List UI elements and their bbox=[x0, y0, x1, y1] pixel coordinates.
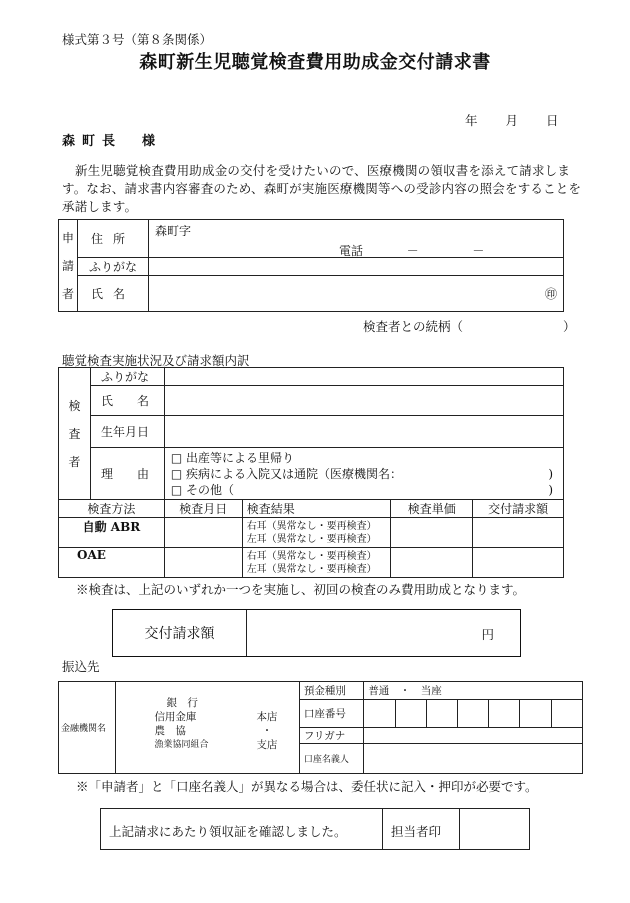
total-amount-field[interactable] bbox=[247, 610, 520, 656]
phone-separator: － bbox=[406, 244, 419, 258]
exam-furigana-label: ふりがな bbox=[90, 368, 164, 386]
table-row bbox=[59, 518, 564, 548]
unit-price-field[interactable] bbox=[391, 518, 473, 548]
total-amount-label: 交付請求額 bbox=[113, 610, 247, 656]
exam-name-label: 氏 名 bbox=[90, 386, 164, 416]
kana-label: フリガナ bbox=[299, 728, 363, 744]
exam-note: ※検査は、上記のいずれか一つを実施し、初回の検査のみ費用助成となります。 bbox=[76, 582, 526, 597]
result-left-ear: 左耳（異常なし・要再検査） bbox=[246, 533, 377, 545]
account-digit[interactable] bbox=[364, 700, 395, 728]
divider bbox=[459, 809, 460, 849]
account-number-label: 口座番号 bbox=[299, 700, 363, 728]
branch-sub: 支店 bbox=[256, 739, 278, 751]
branch-type-list bbox=[256, 710, 277, 752]
account-digit[interactable] bbox=[426, 700, 457, 728]
receipt-confirm-text: 上記請求にあたり領収証を確認しました。 bbox=[109, 824, 347, 839]
exam-section-heading: 聴覚検査実施状況及び請求額内訳 bbox=[62, 353, 250, 368]
bank-type-nokyo: 農 協 bbox=[154, 725, 186, 737]
holder-kana-field[interactable] bbox=[364, 728, 583, 744]
account-digit[interactable] bbox=[458, 700, 489, 728]
result-left-ear: 左耳（異常なし・要再検査） bbox=[246, 563, 377, 575]
staff-seal-field[interactable] bbox=[461, 809, 529, 849]
branch-main: 本店 bbox=[256, 711, 278, 723]
deposit-type-value[interactable]: 普通 ・ 当座 bbox=[364, 682, 583, 700]
form-number: 様式第３号（第８条関係） bbox=[62, 32, 213, 47]
reason-options bbox=[164, 448, 563, 500]
receipt-confirm-box bbox=[100, 808, 530, 850]
exam-date-field[interactable] bbox=[164, 518, 242, 548]
bank-type-gyokyo: 漁業協同組合 bbox=[154, 740, 209, 750]
deposit-type-label: 預金種別 bbox=[299, 682, 363, 700]
birth-date-field[interactable] bbox=[164, 416, 563, 448]
divider bbox=[382, 809, 383, 849]
staff-seal-label: 担当者印 bbox=[391, 824, 442, 839]
bank-type-bank: 銀 行 bbox=[166, 697, 198, 709]
bank-type-shinkin: 信用金庫 bbox=[154, 711, 197, 723]
date-month-label: 月 bbox=[505, 113, 519, 128]
exam-result-field[interactable] bbox=[242, 548, 391, 578]
amount-field[interactable] bbox=[473, 548, 564, 578]
account-digit[interactable] bbox=[395, 700, 426, 728]
holder-name-field[interactable] bbox=[364, 744, 583, 774]
addressee: 森町長 様 bbox=[62, 134, 163, 149]
name-label: 氏名 bbox=[78, 276, 149, 312]
holder-note: ※「申請者」と「口座名義人」が異なる場合は、委任状に記入・押印が必要です。 bbox=[76, 779, 538, 794]
account-digit[interactable] bbox=[489, 700, 520, 728]
institution-label: 金融機関名 bbox=[59, 682, 116, 774]
reason-option-illness[interactable]: □ 疾病による入院又は通院（医療機関名： bbox=[170, 466, 403, 481]
result-right-ear: 右耳（異常なし・要再検査） bbox=[246, 520, 377, 532]
reason-label: 理 由 bbox=[90, 448, 164, 500]
col-header-result: 検査結果 bbox=[242, 500, 391, 518]
col-header-date: 検査月日 bbox=[164, 500, 242, 518]
branch-separator: ・ bbox=[261, 725, 273, 737]
account-digit[interactable] bbox=[551, 700, 582, 728]
applicant-side-label: 申 請 者 bbox=[59, 220, 78, 312]
applicant-name-field[interactable] bbox=[149, 276, 564, 312]
paren-close: ) bbox=[548, 467, 553, 481]
date-line bbox=[465, 111, 559, 129]
yen-unit: 円 bbox=[481, 627, 494, 642]
total-amount-box bbox=[112, 609, 521, 657]
applicant-furigana-field[interactable] bbox=[149, 258, 564, 276]
phone-field[interactable] bbox=[339, 242, 484, 259]
furigana-label: ふりがな bbox=[78, 258, 149, 276]
phone-separator: － bbox=[472, 244, 485, 258]
bank-heading: 振込先 bbox=[62, 659, 100, 674]
phone-label: 電話 bbox=[339, 244, 364, 258]
relation-field[interactable]: 検査者との続柄（ ） bbox=[363, 319, 576, 334]
address-label: 住所 bbox=[78, 220, 149, 258]
intro-text: 新生児聴覚検査費用助成金の交付を受けたいので、医療機関の領収書を添えて請求します。なお、請求書内容審査のため、森町が実施医療機関等への受診内容の照会をすることを承諾します。 bbox=[62, 163, 582, 214]
exam-furigana-field[interactable] bbox=[164, 368, 563, 386]
reason-option-homecoming[interactable]: □ 出産等による里帰り bbox=[170, 450, 295, 465]
table-row bbox=[59, 548, 564, 578]
col-header-unit-price: 検査単価 bbox=[391, 500, 473, 518]
applicant-table bbox=[58, 219, 564, 312]
exam-date-field[interactable] bbox=[164, 548, 242, 578]
bank-table bbox=[58, 681, 583, 774]
page-title: 森町新生児聴覚検査費用助成金交付請求書 bbox=[139, 52, 491, 73]
institution-field[interactable] bbox=[116, 682, 299, 774]
exam-result-field[interactable] bbox=[242, 518, 391, 548]
address-field[interactable] bbox=[149, 220, 564, 258]
method-abr: 自動 ABR bbox=[59, 518, 165, 548]
paren-close: ) bbox=[548, 483, 553, 497]
seal-mark: ㊞ bbox=[544, 287, 557, 301]
account-digit[interactable] bbox=[520, 700, 551, 728]
date-day-label: 日 bbox=[546, 113, 559, 128]
reason-option-other[interactable]: □ その他（ bbox=[170, 482, 235, 497]
exam-table bbox=[58, 367, 564, 578]
col-header-amount: 交付請求額 bbox=[473, 500, 564, 518]
unit-price-field[interactable] bbox=[391, 548, 473, 578]
result-right-ear: 右耳（異常なし・要再検査） bbox=[246, 550, 377, 562]
amount-field[interactable] bbox=[473, 518, 564, 548]
bank-type-list bbox=[154, 696, 208, 752]
holder-label: 口座名義人 bbox=[299, 744, 363, 774]
date-year-label: 年 bbox=[465, 113, 478, 128]
birth-date-label: 生年月日 bbox=[90, 416, 164, 448]
address-prefill: 森町字 bbox=[155, 224, 192, 238]
exam-name-field[interactable] bbox=[164, 386, 563, 416]
exam-side-label: 検 査 者 bbox=[59, 368, 91, 500]
method-oae: OAE bbox=[59, 548, 165, 578]
col-header-method: 検査方法 bbox=[59, 500, 165, 518]
